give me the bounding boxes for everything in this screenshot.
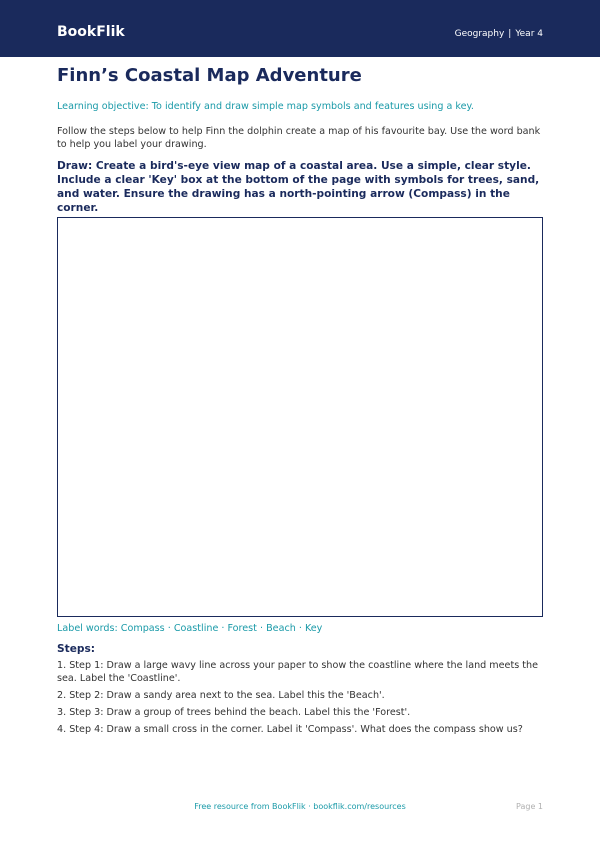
drawing-area[interactable]: [57, 217, 543, 617]
page-title: Finn’s Coastal Map Adventure: [57, 65, 362, 86]
meta-separator: |: [508, 29, 512, 39]
step-item: 3. Step 3: Draw a group of trees behind the beach. Label this the 'Forest'.: [57, 707, 411, 718]
header-bar: [0, 0, 600, 57]
draw-instruction: Draw: Create a bird's-eye view map of a coastal area. Use a simple, clear style. Include a clear 'Key' box at the bottom of the page with symbols for trees, sand, and water. Ensure the drawing has a north-pointing arrow (Compass) in the corner.: [57, 160, 540, 214]
subject-label: Geography: [454, 29, 505, 39]
steps-list: [57, 659, 547, 740]
page-number: Page 1: [516, 802, 543, 811]
steps-heading: Steps:: [57, 643, 96, 655]
brand-logo: BookFlik: [57, 24, 125, 40]
subject-year-label: [455, 28, 543, 40]
intro-text: Follow the steps below to help Finn the dolphin create a map of his favourite bay. Use the word bank to help you label your drawing.: [57, 126, 541, 150]
step-item: 1. Step 1: Draw a large wavy line across your paper to show the coastline where the land meets the sea. Label the 'Coastline'.: [57, 660, 538, 684]
step-item: 2. Step 2: Draw a sandy area next to the sea. Label this the 'Beach'.: [57, 690, 385, 701]
step-item: 4. Step 4: Draw a small cross in the corner. Label it 'Compass'. What does the compass show us?: [57, 724, 523, 735]
learning-objective: Learning objective: To identify and draw simple map symbols and features using a key.: [57, 101, 474, 112]
footer-resource-link[interactable]: Free resource from BookFlik · bookflik.com/resources: [194, 802, 406, 811]
year-label: Year 4: [515, 29, 543, 39]
label-word-bank: Label words: Compass · Coastline · Forest · Beach · Key: [57, 623, 323, 634]
